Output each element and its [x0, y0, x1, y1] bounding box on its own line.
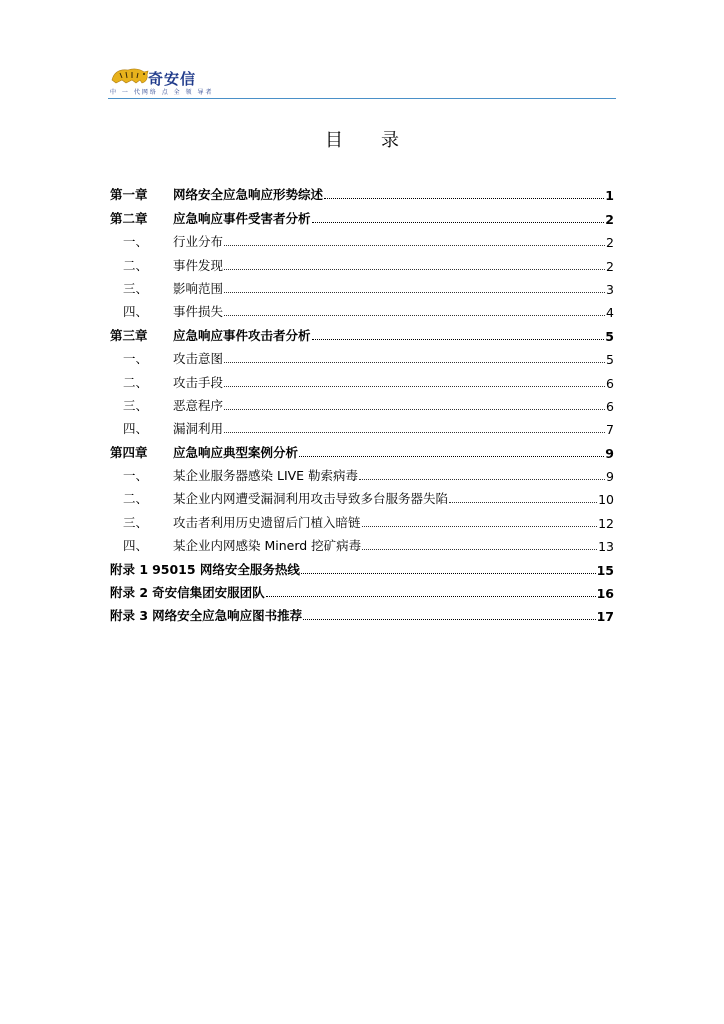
toc-dot-leader: [312, 222, 605, 223]
toc-entry-number: 附录 3: [110, 608, 149, 624]
toc-entry-label: 影响范围: [173, 280, 224, 296]
toc-dot-leader: [224, 386, 605, 387]
toc-dot-leader: [266, 596, 596, 597]
toc-entry[interactable]: [110, 414, 614, 437]
toc-entry-page-number: 3: [606, 281, 614, 297]
toc-entry-number: 三、: [123, 397, 149, 413]
toc-entry-number: 四、: [123, 421, 149, 437]
toc-entry-page-number: 16: [596, 586, 614, 602]
toc-entry-page-number: 12: [598, 515, 614, 531]
toc-entry[interactable]: [110, 297, 614, 320]
toc-entry-page-number: 2: [605, 211, 614, 227]
toc-entry-page-number: 9: [606, 469, 614, 485]
toc-entry-label: 行业分布: [173, 234, 224, 250]
toc-dot-leader: [362, 549, 597, 550]
toc-entry-number: 二、: [123, 374, 149, 390]
toc-dot-leader: [224, 315, 605, 316]
toc-entry[interactable]: [110, 484, 614, 507]
toc-entry-number: 附录 1: [110, 561, 149, 577]
toc-entry-page-number: 13: [598, 539, 614, 555]
toc-entry-number: 一、: [123, 468, 149, 484]
toc-dot-leader: [224, 269, 605, 270]
toc-entry[interactable]: [110, 601, 614, 624]
toc-entry-page-number: 6: [606, 375, 614, 391]
logo-slogan: 中 一 代网络 点 全 领 导者: [110, 89, 214, 96]
toc-dot-leader: [324, 198, 604, 199]
toc-entry[interactable]: [110, 180, 614, 203]
toc-dot-leader: [312, 339, 605, 340]
toc-entry-page-number: 6: [606, 398, 614, 414]
toc-dot-leader: [224, 245, 605, 246]
toc-entry-page-number: 5: [605, 328, 614, 344]
toc-dot-leader: [224, 409, 605, 410]
toc-entry-label: 事件发现: [173, 257, 224, 273]
tiger-logo-icon: [110, 66, 150, 86]
toc-entry[interactable]: [110, 461, 614, 484]
toc-entry-label: 应急响应典型案例分析: [173, 444, 299, 460]
toc-entry[interactable]: [110, 227, 614, 250]
toc-dot-leader: [224, 292, 605, 293]
logo-wordmark: 奇安信: [148, 70, 197, 88]
toc-entry-page-number: 7: [606, 422, 614, 438]
toc-entry-number: 一、: [123, 351, 149, 367]
toc-entry-label: 攻击手段: [173, 374, 224, 390]
toc-entry[interactable]: [110, 554, 614, 577]
toc-dot-leader: [224, 432, 605, 433]
toc-dot-leader: [299, 456, 604, 457]
toc-entry-label: 应急响应事件受害者分析: [173, 210, 311, 226]
toc-entry-page-number: 5: [606, 352, 614, 368]
toc-entry[interactable]: [110, 391, 614, 414]
toc-entry-label: 奇安信集团安服团队: [152, 585, 265, 601]
toc-entry-label: 网络安全应急响应图书推荐: [152, 608, 303, 624]
toc-entry-label: 某企业内网遭受漏洞利用攻击导致多台服务器失陷: [173, 491, 449, 507]
toc-entry-number: 第一章: [110, 187, 148, 203]
toc-entry[interactable]: [110, 437, 614, 460]
table-of-contents: [110, 180, 614, 624]
toc-entry[interactable]: [110, 274, 614, 297]
toc-entry[interactable]: [110, 507, 614, 530]
toc-entry-page-number: 15: [596, 562, 614, 578]
toc-dot-leader: [301, 573, 596, 574]
toc-entry-number: 第四章: [110, 444, 148, 460]
header-divider: [108, 98, 616, 99]
toc-entry-page-number: 10: [598, 492, 614, 508]
toc-entry-page-number: 17: [596, 609, 614, 625]
toc-entry[interactable]: [110, 531, 614, 554]
toc-entry-page-number: 2: [606, 235, 614, 251]
toc-dot-leader: [362, 526, 598, 527]
toc-title: 目录: [325, 130, 437, 151]
toc-entry[interactable]: [110, 367, 614, 390]
toc-entry-page-number: 1: [605, 188, 614, 204]
toc-entry-number: 二、: [123, 257, 149, 273]
toc-entry[interactable]: [110, 250, 614, 273]
company-logo: [110, 64, 220, 98]
toc-entry-number: 第二章: [110, 210, 148, 226]
toc-entry-number: 四、: [123, 538, 149, 554]
toc-entry[interactable]: [110, 578, 614, 601]
toc-dot-leader: [359, 479, 605, 480]
toc-entry-label: 事件损失: [173, 304, 224, 320]
toc-entry-label: 95015 网络安全服务热线: [152, 561, 300, 577]
toc-entry-number: 第三章: [110, 327, 148, 343]
toc-entry-label: 某企业服务器感染 LIVE 勒索病毒: [173, 468, 359, 484]
toc-entry-label: 攻击者利用历史遗留后门植入暗链: [173, 514, 361, 530]
toc-entry-page-number: 2: [606, 258, 614, 274]
toc-entry-label: 恶意程序: [173, 397, 224, 413]
toc-entry[interactable]: [110, 203, 614, 226]
toc-entry-label: 网络安全应急响应形势综述: [173, 187, 324, 203]
toc-dot-leader: [303, 619, 596, 620]
toc-entry-label: 漏洞利用: [173, 421, 224, 437]
toc-entry[interactable]: [110, 320, 614, 343]
toc-entry-number: 三、: [123, 514, 149, 530]
toc-entry-number: 二、: [123, 491, 149, 507]
toc-dot-leader: [224, 362, 605, 363]
toc-entry[interactable]: [110, 344, 614, 367]
toc-entry-label: 某企业内网感染 Minerd 挖矿病毒: [173, 538, 362, 554]
toc-dot-leader: [449, 502, 597, 503]
toc-entry-label: 攻击意图: [173, 351, 224, 367]
toc-entry-page-number: 4: [606, 305, 614, 321]
toc-entry-page-number: 9: [605, 445, 614, 461]
toc-entry-number: 一、: [123, 234, 149, 250]
toc-entry-label: 应急响应事件攻击者分析: [173, 327, 311, 343]
toc-entry-number: 四、: [123, 304, 149, 320]
toc-entry-number: 三、: [123, 280, 149, 296]
toc-entry-number: 附录 2: [110, 585, 149, 601]
